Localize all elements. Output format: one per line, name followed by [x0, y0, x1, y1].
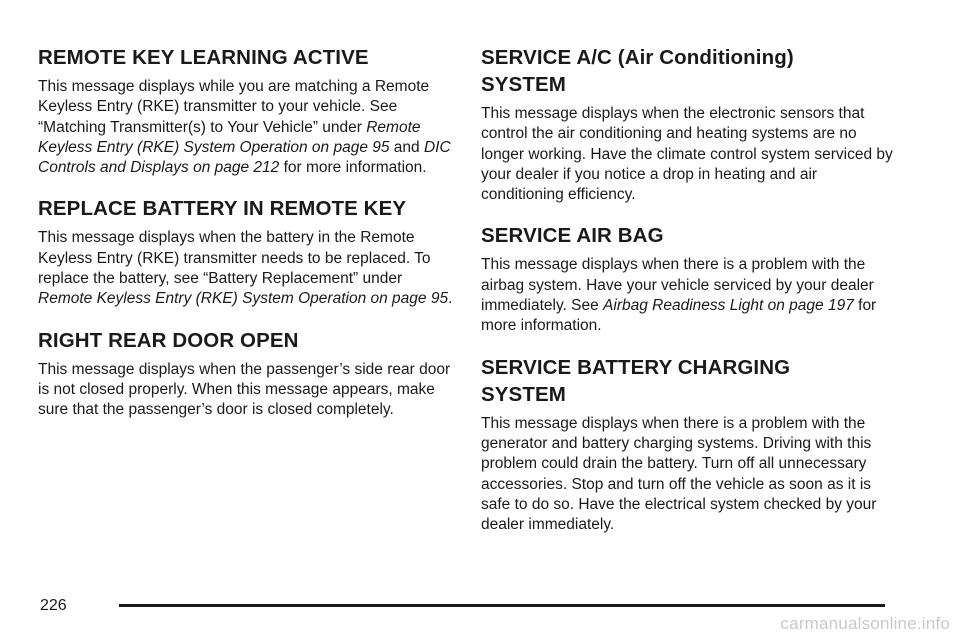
- section-right-rear-door: [38, 327, 456, 421]
- page-reference[interactable]: Remote Keyless Entry (RKE) System Operation on page 95: [38, 118, 421, 156]
- page-number: 226: [40, 597, 67, 614]
- section-heading: REMOTE KEY LEARNING ACTIVE: [38, 46, 369, 69]
- section-heading: REPLACE BATTERY IN REMOTE KEY: [38, 197, 407, 221]
- page-reference[interactable]: Airbag Readiness Light on page 197: [603, 297, 854, 315]
- section-service-air-bag: [481, 222, 899, 336]
- page-reference[interactable]: DIC Controls and Displays on page 212: [38, 138, 451, 177]
- page-reference[interactable]: Remote Keyless Entry (RKE) System Operation on page 95: [38, 290, 449, 308]
- section-body: This message displays when the battery in the Remote Keyless Entry (RKE) transmitter needs to be replaced. To replace the battery, see “Battery Replacement” under Remote Keyless Entry (RKE) System Operation on page 95.: [38, 229, 453, 308]
- section-body: This message displays when the electronic sensors that control the air conditioning and heating systems are no longer working. Have the climate control system serviced by your dealer if you notice a drop in heating and air conditioning efficiency.: [481, 105, 893, 204]
- section-heading: SERVICE AIR BAG: [481, 224, 664, 248]
- footer-divider: [119, 604, 885, 607]
- section-heading: SERVICE BATTERY CHARGING SYSTEM: [481, 355, 791, 406]
- section-remote-key-learning: [38, 44, 456, 178]
- section-service-ac: [481, 44, 899, 205]
- section-heading: RIGHT REAR DOOR OPEN: [38, 328, 299, 352]
- section-replace-battery: [38, 195, 456, 309]
- section-service-battery-charging: [481, 354, 899, 536]
- section-body: This message displays when there is a problem with the generator and battery charging systems. Driving with this problem could drain the battery. Turn off all unnecessary accessories. Stop and turn off the vehicle as soon as it is safe to do so. Have the electrical system checked by your dealer immediately.: [481, 414, 877, 534]
- left-column: [38, 44, 456, 434]
- watermark: carmanualsonline.info: [780, 614, 950, 633]
- section-body: This message displays when there is a problem with the airbag system. Have your vehicle serviced by your dealer immediately. See Airbag Readiness Light on page 197 for more information.: [481, 256, 877, 335]
- right-column: [481, 44, 899, 548]
- section-heading: SERVICE A/C (Air Conditioning) SYSTEM: [481, 46, 794, 96]
- section-body: This message displays when the passenger’s side rear door is not closed properly. When this message appears, make sure that the passenger’s door is closed completely.: [38, 360, 451, 419]
- section-body: This message displays while you are matching a Remote Keyless Entry (RKE) transmitter to your vehicle. See “Matching Transmitter(s) to Your Vehicle” under Remote Keyless Entry (RKE) System Operation on page 95 and DIC Controls and Displays on page 212 for more information.: [38, 78, 451, 177]
